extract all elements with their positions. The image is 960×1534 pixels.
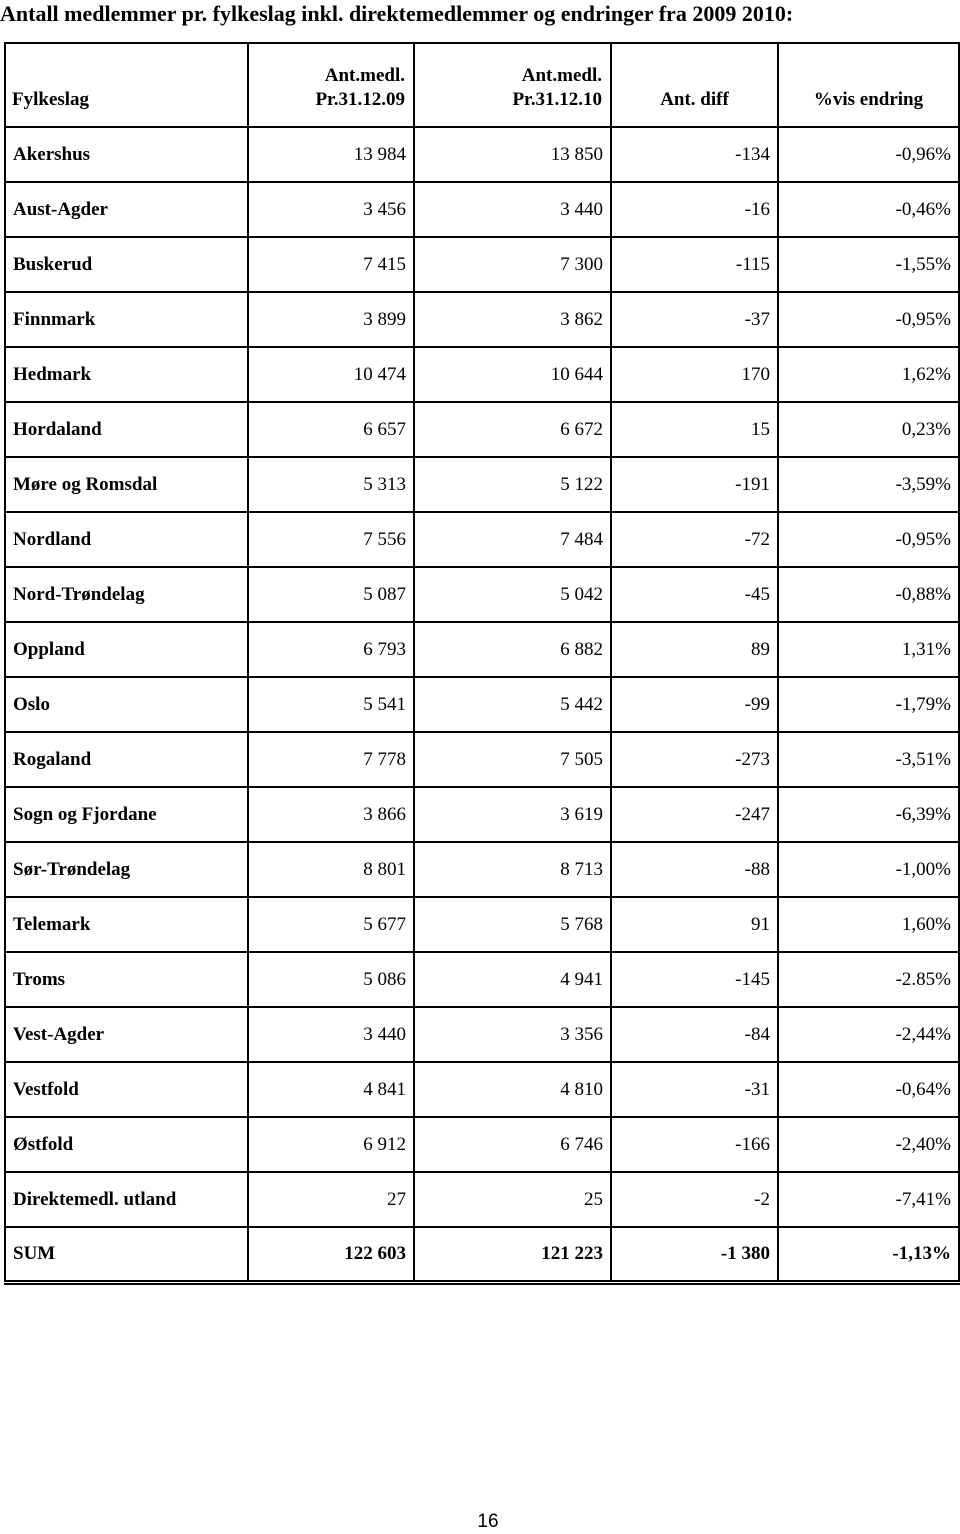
sum-row xyxy=(5,1227,959,1282)
table-row xyxy=(5,622,959,677)
members-pct-change: 0,23% xyxy=(778,402,959,457)
members-diff: -84 xyxy=(611,1007,778,1062)
members-2009: 6 793 xyxy=(248,622,414,677)
header-2009 xyxy=(248,43,414,127)
members-2009: 13 984 xyxy=(248,127,414,182)
members-diff: -191 xyxy=(611,457,778,512)
county-name: Møre og Romsdal xyxy=(5,457,248,512)
header-2010 xyxy=(414,43,611,127)
table-row xyxy=(5,567,959,622)
members-2009: 10 474 xyxy=(248,347,414,402)
sum-diff: -1 380 xyxy=(611,1227,778,1282)
members-diff: -88 xyxy=(611,842,778,897)
members-2010: 10 644 xyxy=(414,347,611,402)
county-name: Sør-Trøndelag xyxy=(5,842,248,897)
county-name: Finnmark xyxy=(5,292,248,347)
members-2010: 7 484 xyxy=(414,512,611,567)
members-2010: 4 941 xyxy=(414,952,611,1007)
county-name: Nord-Trøndelag xyxy=(5,567,248,622)
members-2009: 3 899 xyxy=(248,292,414,347)
members-diff: 170 xyxy=(611,347,778,402)
members-2010: 6 672 xyxy=(414,402,611,457)
members-2009: 3 440 xyxy=(248,1007,414,1062)
table-row xyxy=(5,1062,959,1117)
membership-table xyxy=(4,42,960,1285)
members-2009: 7 778 xyxy=(248,732,414,787)
members-diff: 91 xyxy=(611,897,778,952)
members-2009: 5 086 xyxy=(248,952,414,1007)
sum-2010: 121 223 xyxy=(414,1227,611,1282)
members-pct-change: -0,64% xyxy=(778,1062,959,1117)
members-2010: 5 042 xyxy=(414,567,611,622)
county-name: Hordaland xyxy=(5,402,248,457)
members-pct-change: 1,60% xyxy=(778,897,959,952)
members-pct-change: -0,96% xyxy=(778,127,959,182)
members-2009: 3 866 xyxy=(248,787,414,842)
table-row xyxy=(5,292,959,347)
county-name: Vestfold xyxy=(5,1062,248,1117)
county-name: Nordland xyxy=(5,512,248,567)
county-name: Direktemedl. utland xyxy=(5,1172,248,1227)
members-2009: 3 456 xyxy=(248,182,414,237)
table-row xyxy=(5,182,959,237)
table-row xyxy=(5,237,959,292)
members-2010: 7 300 xyxy=(414,237,611,292)
members-2010: 3 862 xyxy=(414,292,611,347)
members-pct-change: -0,88% xyxy=(778,567,959,622)
table-row xyxy=(5,1007,959,1062)
members-2009: 6 912 xyxy=(248,1117,414,1172)
members-pct-change: -0,95% xyxy=(778,292,959,347)
members-diff: -45 xyxy=(611,567,778,622)
county-name: Oslo xyxy=(5,677,248,732)
members-diff: -273 xyxy=(611,732,778,787)
table-row xyxy=(5,457,959,512)
sum-pct: -1,13% xyxy=(778,1227,959,1282)
members-2009: 4 841 xyxy=(248,1062,414,1117)
header-2009-line2: Pr.31.12.09 xyxy=(315,89,405,110)
members-2010: 5 442 xyxy=(414,677,611,732)
county-name: Akershus xyxy=(5,127,248,182)
county-name: Telemark xyxy=(5,897,248,952)
members-2010: 13 850 xyxy=(414,127,611,182)
table-row xyxy=(5,1172,959,1227)
table-row xyxy=(5,347,959,402)
county-name: Oppland xyxy=(5,622,248,677)
members-2009: 5 541 xyxy=(248,677,414,732)
members-diff: -16 xyxy=(611,182,778,237)
table-row xyxy=(5,677,959,732)
members-2009: 8 801 xyxy=(248,842,414,897)
members-2009: 5 677 xyxy=(248,897,414,952)
county-name: Rogaland xyxy=(5,732,248,787)
header-2010-line2: Pr.31.12.10 xyxy=(512,89,602,110)
members-2010: 3 440 xyxy=(414,182,611,237)
members-2010: 7 505 xyxy=(414,732,611,787)
table-row xyxy=(5,842,959,897)
county-name: Hedmark xyxy=(5,347,248,402)
members-2010: 5 768 xyxy=(414,897,611,952)
table-row xyxy=(5,127,959,182)
header-fylkeslag: Fylkeslag xyxy=(5,43,248,127)
members-2009: 27 xyxy=(248,1172,414,1227)
members-2009: 7 415 xyxy=(248,237,414,292)
members-pct-change: 1,62% xyxy=(778,347,959,402)
members-pct-change: -2,44% xyxy=(778,1007,959,1062)
county-name: Østfold xyxy=(5,1117,248,1172)
members-pct-change: -2.85% xyxy=(778,952,959,1007)
table-row xyxy=(5,897,959,952)
members-pct-change: -2,40% xyxy=(778,1117,959,1172)
header-2010-line1: Ant.medl. xyxy=(521,65,602,86)
table-row xyxy=(5,402,959,457)
members-diff: -37 xyxy=(611,292,778,347)
table-row xyxy=(5,1117,959,1172)
members-2010: 6 882 xyxy=(414,622,611,677)
table-row xyxy=(5,732,959,787)
header-2009-line1: Ant.medl. xyxy=(324,65,405,86)
table-header-row xyxy=(5,43,959,127)
sum-label: SUM xyxy=(5,1227,248,1282)
members-diff: 15 xyxy=(611,402,778,457)
sum-2009: 122 603 xyxy=(248,1227,414,1282)
members-pct-change: -1,55% xyxy=(778,237,959,292)
members-diff: -2 xyxy=(611,1172,778,1227)
members-2009: 7 556 xyxy=(248,512,414,567)
members-2009: 5 087 xyxy=(248,567,414,622)
county-name: Sogn og Fjordane xyxy=(5,787,248,842)
table-row xyxy=(5,952,959,1007)
members-2010: 6 746 xyxy=(414,1117,611,1172)
members-2010: 25 xyxy=(414,1172,611,1227)
county-name: Troms xyxy=(5,952,248,1007)
members-pct-change: -3,59% xyxy=(778,457,959,512)
members-diff: -166 xyxy=(611,1117,778,1172)
members-pct-change: -0,46% xyxy=(778,182,959,237)
members-diff: -31 xyxy=(611,1062,778,1117)
members-pct-change: -1,79% xyxy=(778,677,959,732)
page-title: Antall medlemmer pr. fylkeslag inkl. direktemedlemmer og endringer fra 2009 2010: xyxy=(0,1,794,26)
members-2010: 8 713 xyxy=(414,842,611,897)
members-2010: 3 619 xyxy=(414,787,611,842)
members-pct-change: -1,00% xyxy=(778,842,959,897)
members-diff: -115 xyxy=(611,237,778,292)
members-diff: -247 xyxy=(611,787,778,842)
header-pct: %vis endring xyxy=(778,43,959,127)
members-2010: 5 122 xyxy=(414,457,611,512)
members-2009: 6 657 xyxy=(248,402,414,457)
members-diff: 89 xyxy=(611,622,778,677)
table-row xyxy=(5,512,959,567)
members-diff: -134 xyxy=(611,127,778,182)
county-name: Buskerud xyxy=(5,237,248,292)
county-name: Aust-Agder xyxy=(5,182,248,237)
members-pct-change: 1,31% xyxy=(778,622,959,677)
county-name: Vest-Agder xyxy=(5,1007,248,1062)
members-pct-change: -0,95% xyxy=(778,512,959,567)
members-diff: -99 xyxy=(611,677,778,732)
members-pct-change: -7,41% xyxy=(778,1172,959,1227)
members-diff: -145 xyxy=(611,952,778,1007)
members-pct-change: -3,51% xyxy=(778,732,959,787)
members-2010: 3 356 xyxy=(414,1007,611,1062)
members-2010: 4 810 xyxy=(414,1062,611,1117)
header-diff: Ant. diff xyxy=(611,43,778,127)
table-row xyxy=(5,787,959,842)
members-2009: 5 313 xyxy=(248,457,414,512)
page-number: 16 xyxy=(477,1511,499,1532)
members-diff: -72 xyxy=(611,512,778,567)
members-pct-change: -6,39% xyxy=(778,787,959,842)
